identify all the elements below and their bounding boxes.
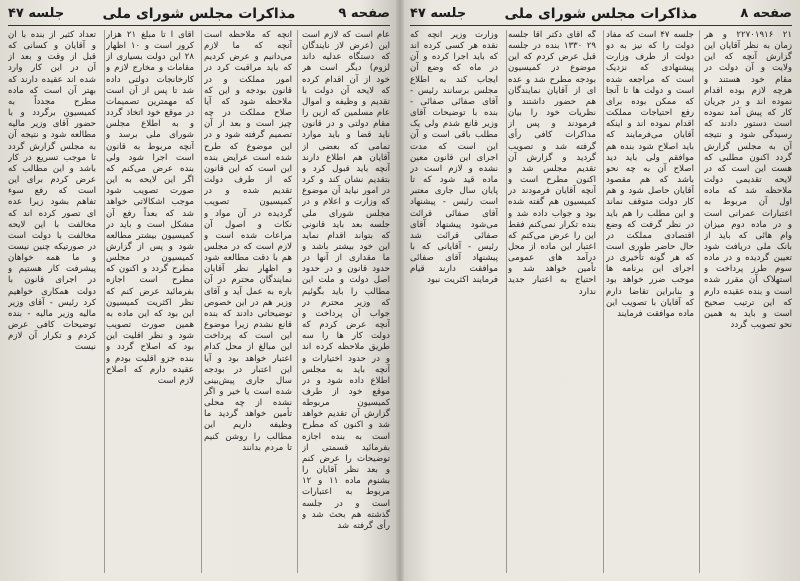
left-column-1 <box>302 30 390 575</box>
left-column-divider <box>104 30 105 573</box>
left-page-side-label: صفحه ۹ <box>338 6 390 21</box>
left-column-1-text: عام است که لازم است این (عرض لاز نایندگان که دستگاه عدلیه داند لزوم) دیگر است هر خود از آن اقدام کرده که لایحه آن دولت با تقدیم و وظیفه و اموال عام مسلمین که ازین را مقام دولتی و در قانون ناید قضا و باید موارد تمامی که بعضی از آقایان هم اطلاع دارند آنچه باید قبول کرد و بتقدیم نشان کند و کرد در امور نیاید آن موضوع که وزارت و اعلام و در مجلس شورای ملی جلسه بعد باید قانونی که بتواند اقدام نماید این خود بیشتر باشد و ما مقداری از آنها در حدود قانون و در حدود اصل دولت و ملت این مطالب را باید بگوئیم که وزیر محترم در جواب آن پرداخت و آنچه عرض کردم که دولت کار ها را سه طریق ملاحظه کرده اند و در حدود اختیارات و آنچه باید به مجلس اطلاع داده شود و در موقع خود از طرف کمیسیون مربوطه گزارش آن تقدیم خواهد شد و اکنون که مطرح است به بنده اجازه بفرمائید قسمتی از توضیحات را عرض کنم و بعد نظر آقایان را بشنوم ماده ۱۱ و ۱۲ مربوط به اعتبارات است و در جلسه گذشته هم بحث شد و رأی گرفته شد <box>302 30 390 531</box>
right-column-divider <box>506 30 507 573</box>
left-column-divider <box>297 30 298 573</box>
left-column-3-text: آقای آ تا مبلغ ۲۱ هزار کرور است و ۱۰ اظهار ۲۸ این دولت بسیاری از مقامات و مخارج لازم و کارخانجات دولتی داده شد تا پس از آن است که مهمترین تصمیمات در موقع خود اتخاذ گردد و به اطلاع مجلس شورای ملی برسد و آنچه مربوط به قانون است اجرا شود ولی بنده عرض می‌کنم که اگر این لایحه به این صورت تصویب شود موجب اشکالاتی خواهد شد که بعداً رفع آن مشکل است و باید در کمیسیون بیشتر مطالعه شود و پس از گزارش کمیسیون در مجلس مطرح گردد و اکنون که مطرح است اجازه بفرمائید عرض کنم که نظر اکثریت کمیسیون این بود که این ماده به همین صورت تصویب شود و نظر اقلیت این بود که اصلاح گردد و بنده جزو اقلیت بودم و عقیده دارم که اصلاح لازم است <box>106 30 194 386</box>
right-column-3 <box>508 30 596 575</box>
right-page-side-label: صفحه ۸ <box>740 6 792 21</box>
right-column-2 <box>606 30 694 575</box>
right-page-header <box>410 4 792 26</box>
left-page-columns <box>8 30 390 575</box>
left-column-2 <box>204 30 292 575</box>
right-column-1-text: ۲۱ ۲۲۷۰۱۹۱۶ و هر زمان به نظر آقایان این گزارش آنچه که این ولایت و آن دولت در مقام خود هستند و هرچه لازم بوده اقدام نموده اند و در جریان کار که پیش آمد نموده است دستور دادند که رسیدگی شود و نتیجه آن به مجلس گزارش گردد اکنون مطلبی که هست این است که در لایحه تقدیمی دولت ملاحظه شد که ماده اول آن مربوط به اعتبارات عمرانی است و در ماده دوم میزان وام هائی که باید از بانک ملی دریافت شود تعیین گردیده و در ماده سوم طرز پرداخت و استهلاک آن مقرر شده است و بنده عقیده دارم که این ترتیب صحیح است و باید به همین نحو تصویب گردد <box>704 30 792 331</box>
left-column-3 <box>106 30 194 575</box>
left-header-rule <box>8 25 390 26</box>
right-column-divider <box>603 30 604 573</box>
right-page-number: جلسه ۴۷ <box>410 6 467 21</box>
right-column-2-text: جلسه ۴۷ است که مفاد دولت را که نیز به دو دولت از طرف وزارت پیشنهادی که نزدیک است که مراجعه شده است و دولت ها تا آنجا که ممکن بوده برای رفع احتیاجات مملکت اقدام نموده اند و اینکه آقایان می‌فرمایند که باید اصلاح شود بنده هم موافقم ولی باید دید اصلاح آن به چه نحو باشد که هم مقصود آقایان حاصل شود و هم کار دولت متوقف نماند و این مطلب را هم باید در نظر گرفت که وضع اقتصادی مملکت در حال حاضر طوری است که هر گونه تأخیری در اجرای این برنامه ها موجب ضرر خواهد بود و بنابراین تقاضا دارم که آقایان با تصویب این ماده موافقت فرمایند <box>606 30 694 319</box>
right-column-3-text: گه آقای دکتر آقا جلسه ۲۹ ۱۳۳۰ بنده در جلسه قبل عرض کردم که این موضوع در کمیسیون بودجه مطرح شد و عده ای از آقایان نمایندگان هم حضور داشتند و نظریات خود را بیان فرمودند و پس از مذاکرات کافی رأی گرفته شد و تصویب گردید و گزارش آن تقدیم مجلس شد و اکنون مطرح است و آنچه آقایان فرمودند در کمیسیون هم گفته شده بود و جواب داده شد و بنده تکرار نمی‌کنم فقط این را عرض می‌کنم که اعتبار این ماده از محل درآمد های عمومی تأمین خواهد شد و احتیاج به اعتبار جدید ندارد <box>508 30 596 297</box>
right-header-rule <box>410 25 792 26</box>
right-column-divider <box>699 30 700 573</box>
left-column-2-text: آنچه که ملاحظه است آنچه که ما لازم می‌دانیم و عرض کردیم که باید مراقبت کرد در امور مملکت و در قانون بودجه و این که ملاحظه شود که آیا صلاح مملکت در چه چیز است و بعد از آن تصمیم گرفته شود و در این موضوع که طرح شده است عرایض بنده این است که این قانون که از طرف دولت تقدیم شده و در کمیسیون تصویب گردیده در آن مواد و نکات و اصول آن مراعات شده است و لازم است که در مجلس هم با دقت مطالعه شود و اظهار نظر آقایان نمایندگان محترم در آن باره به عمل آید و آقای وزیر هم در این خصوص توضیحاتی دادند که بنده قانع نشدم زیرا موضوع این است که پرداخت این مبالغ از محل کدام اعتبار خواهد بود و آیا این اعتبار در بودجه سال جاری پیش‌بینی شده است یا خیر و اگر نشده از چه محلی تأمین خواهد گردید ما وظیفه داریم این مطالب را روشن کنیم تا مردم بدانند <box>204 30 292 453</box>
left-column-4 <box>8 30 96 575</box>
left-column-4-text: تعداد کثیر از بنده با آن و آقایان و کسانی که قبل از وقت و بعد از آن در این کار وارد شده اند عقیده دارند که بهتر آن است که ماده مطرح مجدداً به کمیسیون برگردد و با حضور آقای وزیر مالیه مطالعه شود و نتیجه آن به مجلس گزارش گردد تا موجب تسریع در کار باشد و این مطالب که عرض کردم برای این است که رفع سوء تفاهم بشود زیرا عده ای تصور کرده اند که مخالفت با این لایحه مخالفت با دولت است در صورتیکه چنین نیست و ما همه خواهان پیشرفت کار هستیم و در اجرای قانون با دولت همکاری خواهیم کرد رئیس - آقای وزیر مالیه وزیر مالیه - بنده توضیحات کافی عرض کردم و تکرار آن لازم نیست <box>8 30 96 353</box>
left-page-header <box>8 4 390 26</box>
right-column-4 <box>410 30 498 575</box>
left-page-number: جلسه ۴۷ <box>8 6 65 21</box>
right-column-4-text: وزارت وزیر آنچه که نقده هر کسی کرده اند که باید اجرا کرده و آن در ماه که وضع آن ایجاب کند به اطلاع مجلس برسانند رئیس - آقای صفائی صفائی - بنده با توضیحات آقای وزیر قانع شدم ولی یک مطلب باقی است و آن این است که مدت اجرای این قانون معین نشده و لازم است در ماده قید شود که تا پایان سال جاری معتبر است رئیس - پیشنهاد آقای صفائی قرائت می‌شود پیشنهاد آقای صفائی قرائت شد رئیس - آقایانی که با پیشنهاد آقای صفائی موافقت دارند قیام فرمایند اکثریت نبود <box>410 30 498 286</box>
right-column-1 <box>704 30 792 575</box>
right-page-title: مذاکرات مجلس شورای ملی <box>504 6 698 22</box>
left-page <box>0 0 398 581</box>
right-page <box>402 0 800 581</box>
left-page-title: مذاکرات مجلس شورای ملی <box>102 6 296 22</box>
left-column-divider <box>201 30 202 573</box>
right-page-columns <box>410 30 792 575</box>
